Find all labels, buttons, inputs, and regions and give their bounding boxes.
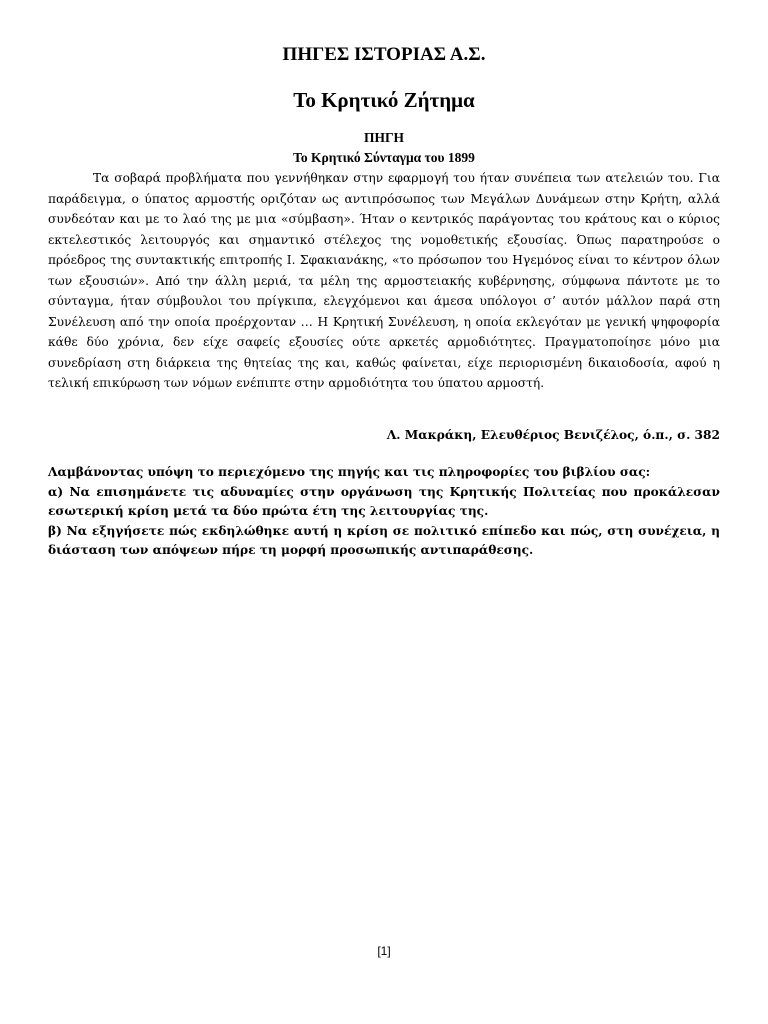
source-header <box>0 128 768 168</box>
question-a: α) Να επισημάνετε τις αδυναμίες στην οργάνωση της Κρητικής Πολιτείας που προκάλεσαν εσωτερική κρίση μετά τα δύο πρώτα έτη της λειτουργίας της. <box>48 484 720 518</box>
document-subtitle: Το Κρητικό Ζήτημα <box>293 88 475 112</box>
source-title: Το Κρητικό Σύνταγμα του 1899 <box>293 150 475 165</box>
questions-intro: Λαμβάνοντας υπόψη το περιεχόμενο της πηγής και τις πληροφορίες του βιβλίου σας: <box>48 465 651 479</box>
document-title: ΠΗΓΕΣ ΙΣΤΟΡΙΑΣ Α.Σ. <box>282 44 486 65</box>
page-number: [1] <box>377 944 391 958</box>
source-citation: Λ. Μακράκη, Ελευθέριος Βενιζέλος, ό.π., σ. 382 <box>386 428 720 442</box>
source-text: Τα σοβαρά προβλήματα που γεννήθηκαν στην εφαρμογή του ήταν συνέπεια των ατελειών του. Για παράδειγμα, ο ύπατος αρμοστής οριζόταν ως αντιπρόσωπος των Μεγάλων Δυνάμεων στην Κρήτη, αλλά συνδεόταν και με το λαό της με μια «σύμβαση». Ήταν ο κεντρικός παράγοντας του κράτους και ο κύριος εκτελεστικός λειτουργός και σημαντικό στέλεχος της νομοθετικής εξουσίας. Όπως παρατηρούσε ο πρόεδρος της συντακτικής επιτροπής Ι. Σφακιανάκης, «το πρόσωπον του Ηγεμόνος είναι το κέντρον όλων των εξουσιών». Από την άλλη μεριά, τα μέλη της αρμοστειακής κυβέρνησης, σύμφωνα πάντοτε με το σύνταγμα, ήταν σύμβουλοι του πρίγκιπα, ελεγχόμενοι και άμεσα υπόλογοι σ’ αυτόν μάλλον παρά στη Συνέλευση από την οποία προέρχονταν … Η Κρητική Συνέλευση, η οποία εκλεγόταν με γενική ψηφοφορία κάθε δύο χρόνια, δεν είχε σαφείς εξουσίες ούτε αρκετές αρμοδιότητες. Πραγματοποίησε μόνο μια συνεδρίαση στη διάρκεια της θητείας της και, καθώς φαίνεται, είχε περιορισμένη δικαιοδοσία, αφού η τελική επικύρωση των νόμων ενέπιπτε στην αρμοδιότητα του ύπατου αρμοστή. <box>48 171 720 390</box>
questions-section <box>48 463 720 561</box>
question-b: β) Να εξηγήσετε πώς εκδηλώθηκε αυτή η κρίση σε πολιτικό επίπεδο και πώς, στη συνέχεια, η διάσταση των απόψεων πήρε τη μορφή προσωπικής αντιπαράθεσης. <box>48 523 720 557</box>
source-label: ΠΗΓΗ <box>363 130 405 145</box>
